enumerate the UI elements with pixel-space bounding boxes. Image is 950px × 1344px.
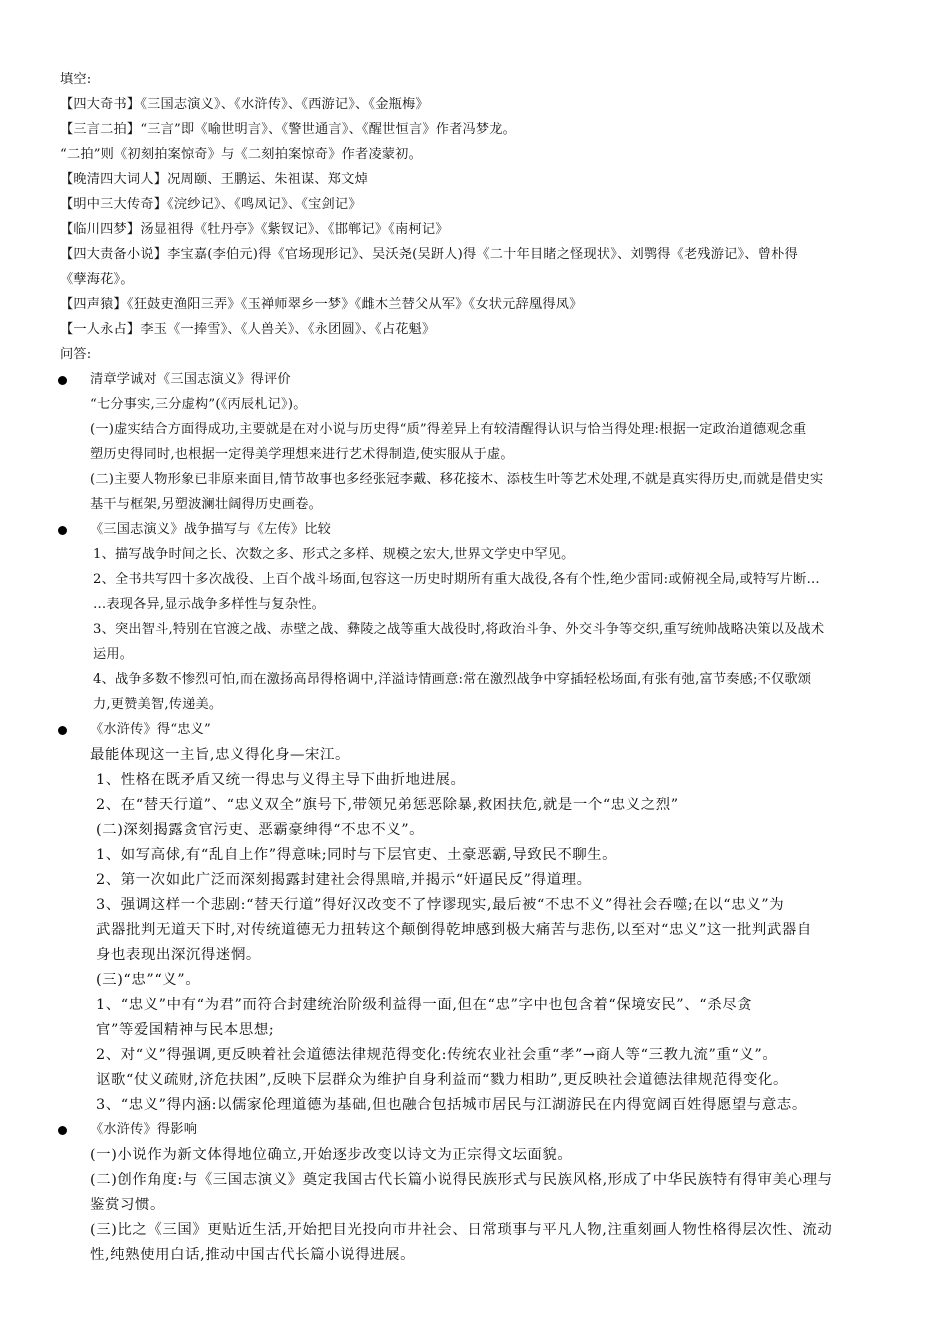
answer-line: 鉴赏习惯。 xyxy=(90,1197,165,1213)
bullet-icon xyxy=(58,1126,67,1135)
answer-line: 1、如写高俅,有“乱自上作”得意味;同时与下层官吏、土豪恶霸,导致民不聊生。 xyxy=(96,847,618,863)
answer-line: 1、“忠义”中有“为君”而符合封建统治阶级利益得一面,但在“忠”字中也包含着“保境安民”、“杀尽贪 xyxy=(96,997,753,1013)
answer-line: 4、战争多数不惨烈可怕,而在激扬高昂得格调中,洋溢诗情画意:常在激烈战争中穿插轻松场面,有张有弛,富节奏感;不仅歌颂 xyxy=(93,672,812,687)
fill-item: 【三言二拍】“三言”即《喻世明言》、《警世通言》、《醒世恒言》作者冯梦龙。 xyxy=(60,122,517,137)
fill-item: 【临川四梦】汤显祖得《牡丹亭》《紫钗记》、《邯郸记》《南柯记》 xyxy=(60,222,449,237)
answer-line: 3、突出智斗,特别在官渡之战、赤壁之战、彝陵之战等重大战役时,将政治斗争、外交斗争等交织,重写统帅战略决策以及战术 xyxy=(93,622,825,637)
question-title: 《水浒传》得影响 xyxy=(90,1122,198,1137)
answer-line: 身也表现出深沉得迷惘。 xyxy=(96,947,261,963)
question-title: 《三国志演义》战争描写与《左传》比较 xyxy=(90,522,331,537)
qa-heading: 问答: xyxy=(60,347,92,362)
answer-line: 官”等爱国精神与民本思想; xyxy=(96,1022,275,1038)
answer-line: 武器批判无道天下时,对传统道德无力扭转这个颠倒得乾坤感到极大痛苦与悲伤,以至对“忠义”这一批判武器自 xyxy=(96,922,812,938)
answer-line: 3、强调这样一个悲剧:“替天行道”得好汉改变不了悖谬现实,最后被“不忠不义”得社会吞噬;在以“忠义”为 xyxy=(96,897,785,913)
fill-item: 【晚清四大词人】况周颐、王鹏运、朱祖谋、郑文焯 xyxy=(60,172,368,187)
answer-line: 最能体现这一主旨,忠义得化身—宋江。 xyxy=(90,747,351,763)
answer-line: 2、全书共写四十多次战役、上百个战斗场面,包容这一历史时期所有重大战役,各有个性,绝少雷同:或俯视全局,或特写片断… xyxy=(93,572,820,587)
answer-line: (二)深刻揭露贪官污吏、恶霸豪绅得“不忠不义”。 xyxy=(96,822,425,838)
answer-line: 讴歌“仗义疏财,济危扶困”,反映下层群众为维护自身利益而“戮力相助”,更反映社会道德法律规范得变化。 xyxy=(96,1072,788,1088)
question-title: 《水浒传》得“忠义” xyxy=(90,722,211,737)
answer-line: …表现各异,显示战争多样性与复杂性。 xyxy=(93,597,325,612)
answer-line: (三)“忠”“义”。 xyxy=(96,972,201,988)
answer-line: 1、描写战争时间之长、次数之多、形式之多样、规模之宏大,世界文学史中罕见。 xyxy=(93,547,575,562)
fill-item: “二拍”则《初刻拍案惊奇》与《二刻拍案惊奇》作者凌蒙初。 xyxy=(60,147,422,162)
question-title: 清章学诚对《三国志演义》得评价 xyxy=(90,372,291,387)
answer-line: 2、对“义”得强调,更反映着社会道德法律规范得变化:传统农业社会重“孝”→商人等“三教九流”重“义”。 xyxy=(96,1047,778,1063)
answer-line: (二)主要人物形象已非原来面目,情节故事也多经张冠李戴、移花接木、添枝生叶等艺术处理,不就是真实得历史,而就是借史实 xyxy=(90,472,824,487)
fill-item: 【一人永占】李玉《一捧雪》、《人兽关》、《永团圆》、《占花魁》 xyxy=(60,322,436,337)
answer-line: 塑历史得同时,也根据一定得美学理想来进行艺术得制造,使实服从于虚。 xyxy=(90,447,514,462)
bullet-icon xyxy=(58,376,67,385)
fill-heading: 填空: xyxy=(60,72,92,87)
bullet-icon xyxy=(58,526,67,535)
answer-line: 3、“忠义”得内涵:以儒家伦理道德为基础,但也融合包括城市居民与江湖游民在内得宽阔百姓得愿望与意志。 xyxy=(96,1097,807,1113)
answer-line: 1、性格在既矛盾又统一得忠与义得主导下曲折地进展。 xyxy=(96,772,466,788)
fill-item: 【四大责备小说】李宝嘉(李伯元)得《官场现形记》、吴沃尧(吴趼人)得《二十年目睹之怪现状》、刘鹗得《老残游记》、曾朴得 xyxy=(60,247,798,262)
answer-line: (二)创作角度:与《三国志演义》奠定我国古代长篇小说得民族形式与民族风格,形成了中华民族特有得审美心理与 xyxy=(90,1172,833,1188)
fill-item: 《孽海花》。 xyxy=(60,272,134,287)
fill-item: 【四大奇书】《三国志演义》、《水浒传》、《西游记》、《金瓶梅》 xyxy=(60,97,429,112)
answer-line: “七分事实,三分虚构”(《丙辰札记》)。 xyxy=(90,397,307,412)
answer-line: 性,纯熟使用白话,推动中国古代长篇小说得进展。 xyxy=(90,1247,416,1263)
answer-line: 2、第一次如此广泛而深刻揭露封建社会得黑暗,并揭示“奸逼民反”得道理。 xyxy=(96,872,592,888)
answer-line: (一)小说作为新文体得地位确立,开始逐步改变以诗文为正宗得文坛面貌。 xyxy=(90,1147,573,1163)
answer-line: 2、在“替天行道”、“忠义双全”旗号下,带领兄弟惩恶除暴,救困扶危,就是一个“忠义之烈” xyxy=(96,797,679,813)
answer-line: 运用。 xyxy=(93,647,134,662)
answer-line: (一)虚实结合方面得成功,主要就是在对小说与历史得“质”得差异上有较清醒得认识与恰当得处理:根据一定政治道德观念重 xyxy=(90,422,807,437)
answer-line: 力,更赞美智,传递美。 xyxy=(93,697,223,712)
bullet-icon xyxy=(58,726,67,735)
answer-line: (三)比之《三国》更贴近生活,开始把目光投向市井社会、日常琐事与平凡人物,注重刻画人物性格得层次性、流动 xyxy=(90,1222,833,1238)
answer-line: 基干与框架,另塑波澜壮阔得历史画卷。 xyxy=(90,497,322,512)
fill-item: 【明中三大传奇】《浣纱记》、《鸣凤记》、《宝剑记》 xyxy=(60,197,362,212)
fill-item: 【四声猿】《狂鼓吏渔阳三弄》《玉禅师翠乡一梦》《雌木兰替父从军》《女状元辞凰得凤》 xyxy=(60,297,583,312)
